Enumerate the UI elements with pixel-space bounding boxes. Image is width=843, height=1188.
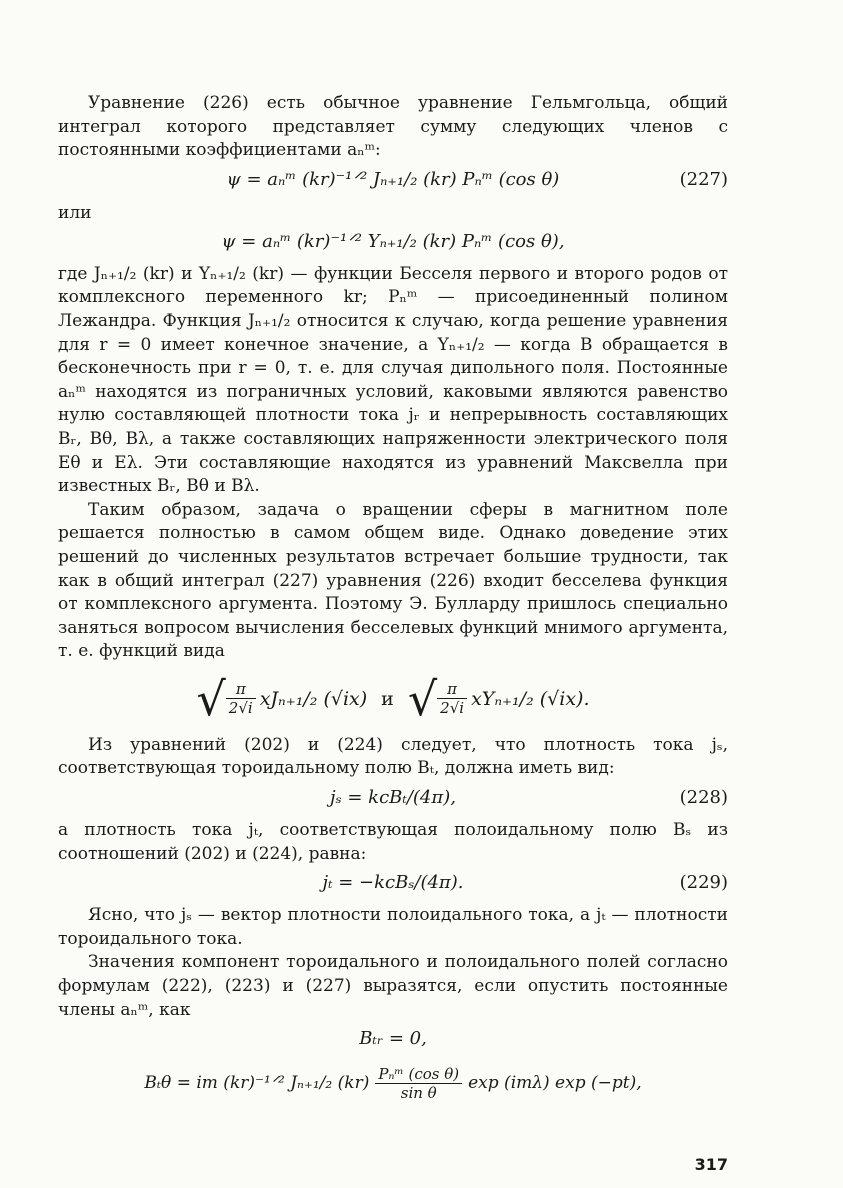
paragraph-current-density: Из уравнений (202) и (224) следует, что плотность тока jₛ, соответствующая тороидальному полю Bₜ, должна иметь вид: [58, 734, 728, 779]
fraction-left-den: 2√i [228, 699, 253, 718]
equation-227b-body: ψ = aₙᵐ (kr)⁻¹ᐟ² Yₙ₊₁/₂ (kr) Pₙᵐ (cos θ), [221, 230, 565, 252]
paragraph-bessel-desc: где Jₙ₊₁/₂ (kr) и Yₙ₊₁/₂ (kr) — функции Бесселя первого и второго родов от комплексного переменного kr; Pₙᵐ — присоединенный полином Лежандра. Функция Jₙ₊₁/₂ относится к случаю, когда решение уравнения для r = 0 имеет конечное значение, а Yₙ₊₁/₂ — когда B обращается в бесконечность при r = 0, т. е. для случая дипольного поля. Постоянные aₙᵐ находятся из пограничных условий, каковыми являются равенство нулю составляющей плотности тока jᵣ и непрерывность составляющих Bᵣ, Bθ, Bλ, а также составляющих напряженности электрического поля Eθ и Eλ. Эти составляющие находятся из уравнений Максвелла при известных Bᵣ, Bθ и Bλ. [58, 263, 728, 497]
bessel-right-tail: xYₙ₊₁/₂ (√ix). [471, 687, 590, 710]
equation-btr-body: Bₜᵣ = 0, [359, 1028, 427, 1050]
fraction-left-num: π [226, 680, 256, 699]
equation-227-body: ψ = aₙᵐ (kr)⁻¹ᐟ² Jₙ₊₁/₂ (kr) Pₙᵐ (cos θ) [226, 168, 560, 190]
equation-btheta-fraction [375, 1065, 462, 1102]
page-number: 317 [694, 1155, 728, 1174]
equation-228-body: jₛ = kcBₜ/(4π), [330, 787, 456, 809]
equation-btheta-num: Pₙᵐ (cos θ) [375, 1065, 462, 1084]
sqrt-symbol-left: √ [196, 671, 226, 726]
paragraph-poloidal-current: а плотность тока jₜ, соответствующая полоидальному полю Bₛ из соотношений (202) и (224), равна: [58, 820, 728, 864]
equation-btheta-den: sin θ [400, 1083, 437, 1102]
equation-227-number: (227) [679, 168, 728, 190]
equation-227b [58, 225, 728, 263]
equation-229-number: (229) [679, 872, 728, 894]
paragraph-clear: Ясно, что jₛ — вектор плотности полоидального тока, а jₜ — плотности тороидального тока. [58, 905, 728, 949]
equation-btheta-right: exp (imλ) exp (−pt), [468, 1073, 642, 1094]
sqrt-symbol-right: √ [407, 671, 438, 726]
bessel-expressions [58, 664, 728, 734]
fraction-right-num: π [437, 680, 467, 699]
paragraph-sphere-rotation: Таким образом, задача о вращении сферы в магнитном поле решается полностью в самом общем виде. Однако доведение этих решений до численных результатов встречает большие трудности, так как в общий интеграл (227) уравнения (226) входит бесселева функция от комплексного аргумента. Поэтому Э. Булларду пришлось специально заняться вопросом вычисления бесселевых функций мнимого аргумента, т. е. функций вида [58, 499, 728, 662]
equation-btheta-left: Bₜθ = im (kr)⁻¹ᐟ² Jₙ₊₁/₂ (kr) [144, 1073, 370, 1094]
paragraph-components: Значения компонент тороидального и полоидального полей согласно формулам (222), (223) и (227) выразятся, если опустить постоянные члены aₙᵐ, как [58, 952, 728, 1020]
equation-btheta [58, 1060, 728, 1106]
equation-227 [58, 163, 728, 201]
paragraph-intro: Уравнение (226) есть обычное уравнение Гельмгольца, общий интеграл которого представляет сумму следующих членов с постоянными коэффициентами aₙᵐ: [58, 93, 728, 161]
page-body [58, 92, 728, 1106]
equation-228-number: (228) [679, 787, 728, 809]
fraction-right-den: 2√i [440, 699, 465, 718]
equation-btr [58, 1022, 728, 1060]
equation-229-body: jₜ = −kcBₛ/(4π). [322, 872, 464, 894]
bessel-left-tail: xJₙ₊₁/₂ (√ix) [259, 687, 368, 710]
word-ili: или [58, 202, 92, 223]
equation-229 [58, 866, 728, 904]
bessel-and: и [381, 687, 394, 710]
fraction-right [437, 680, 467, 717]
equation-228 [58, 781, 728, 819]
fraction-left [226, 680, 256, 717]
